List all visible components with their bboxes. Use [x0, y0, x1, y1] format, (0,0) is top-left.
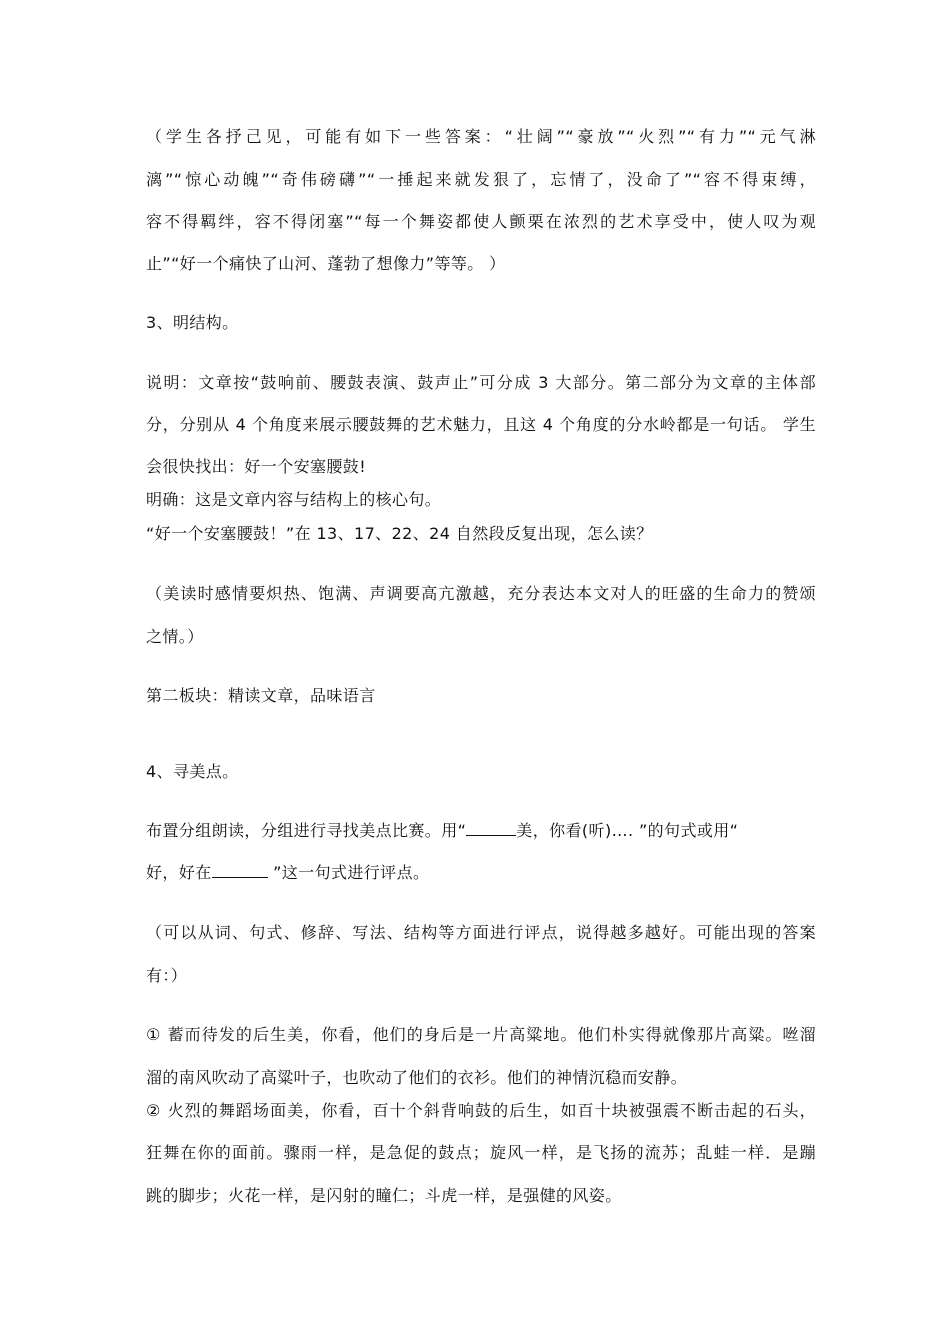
task-text: ”这一句式进行评点。: [267, 863, 430, 882]
explain-line: 说明：文章按“鼓响前、腰鼓表演、鼓声止”可分成 3 大部分。第二部分为文章的主体部: [146, 373, 816, 392]
answers-paragraph-line: （学生各抒己见，可能有如下一些答案：“壮阔”“豪放”“火烈”“有力”“元气淋: [146, 127, 816, 146]
answer-item-line: 狂舞在你的面前。骤雨一样，是急促的鼓点；旋风一样，是飞扬的流苏；乱蛙一样．是蹦: [146, 1143, 816, 1162]
task-line: [146, 863, 816, 883]
answers-intro-line: （可以从词、句式、修辞、写法、结构等方面进行评点，说得越多越好。可能出现的答案: [146, 923, 816, 942]
section-title: 第二板块：精读文章，品味语言: [146, 686, 376, 705]
answers-intro-line: 有：）: [146, 966, 188, 985]
task-line: [146, 821, 816, 841]
question-line: “好一个安塞腰鼓！”在 13、17、22、24 自然段反复出现，怎么读？: [146, 524, 653, 543]
answer-item-line: ① 蓄而待发的后生美，你看，他们的身后是一片高粱地。他们朴实得就像那片高粱。咝溜: [146, 1025, 816, 1044]
answer-item-line: 溜的南风吹动了高粱叶子，也吹动了他们的衣衫。他们的神情沉稳而安静。: [146, 1068, 688, 1087]
task-text: 好，好在: [146, 863, 212, 882]
heading-structure: 3、明结构。: [146, 313, 239, 332]
explain-line: 分，分别从 4 个角度来展示腰鼓舞的艺术魅力，且这 4 个角度的分水岭都是一句话。 学生: [146, 415, 816, 434]
reading-note-line: （美读时感情要炽热、饱满、声调要高亢激越，充分表达本文对人的旺盛的生命力的赞颂: [146, 584, 816, 603]
answer-item-line: ② 火烈的舞蹈场面美，你看，百十个斜背响鼓的后生，如百十块被强震不断击起的石头，: [146, 1101, 816, 1120]
answers-paragraph-line: 止”“好一个痛快了山河、蓬勃了想像力”等等。 ）: [146, 254, 506, 273]
fill-blank: [212, 863, 268, 878]
task-text: 布置分组朗读，分组进行寻找美点比赛。用“: [146, 821, 467, 840]
fill-blank: [466, 821, 516, 836]
answers-paragraph-line: 漓”“惊心动魄”“奇伟磅礴”“一捶起来就发狠了，忘情了，没命了”“容不得束缚，: [146, 170, 816, 189]
clarify-line: 明确：这是文章内容与结构上的核心句。: [146, 490, 442, 509]
task-text: 美，你看(听)…. ”的句式或用“: [516, 821, 739, 840]
explain-line: 会很快找出：好一个安塞腰鼓!: [146, 457, 367, 476]
answer-item-line: 跳的脚步；火花一样，是闪射的瞳仁；斗虎一样，是强健的风姿。: [146, 1186, 622, 1205]
reading-note-line: 之情。）: [146, 627, 204, 646]
heading-find-beauty: 4、寻美点。: [146, 762, 239, 781]
answers-paragraph-line: 容不得羁绊，容不得闭塞”“每一个舞姿都使人颤栗在浓烈的艺术享受中，使人叹为观: [146, 212, 816, 231]
